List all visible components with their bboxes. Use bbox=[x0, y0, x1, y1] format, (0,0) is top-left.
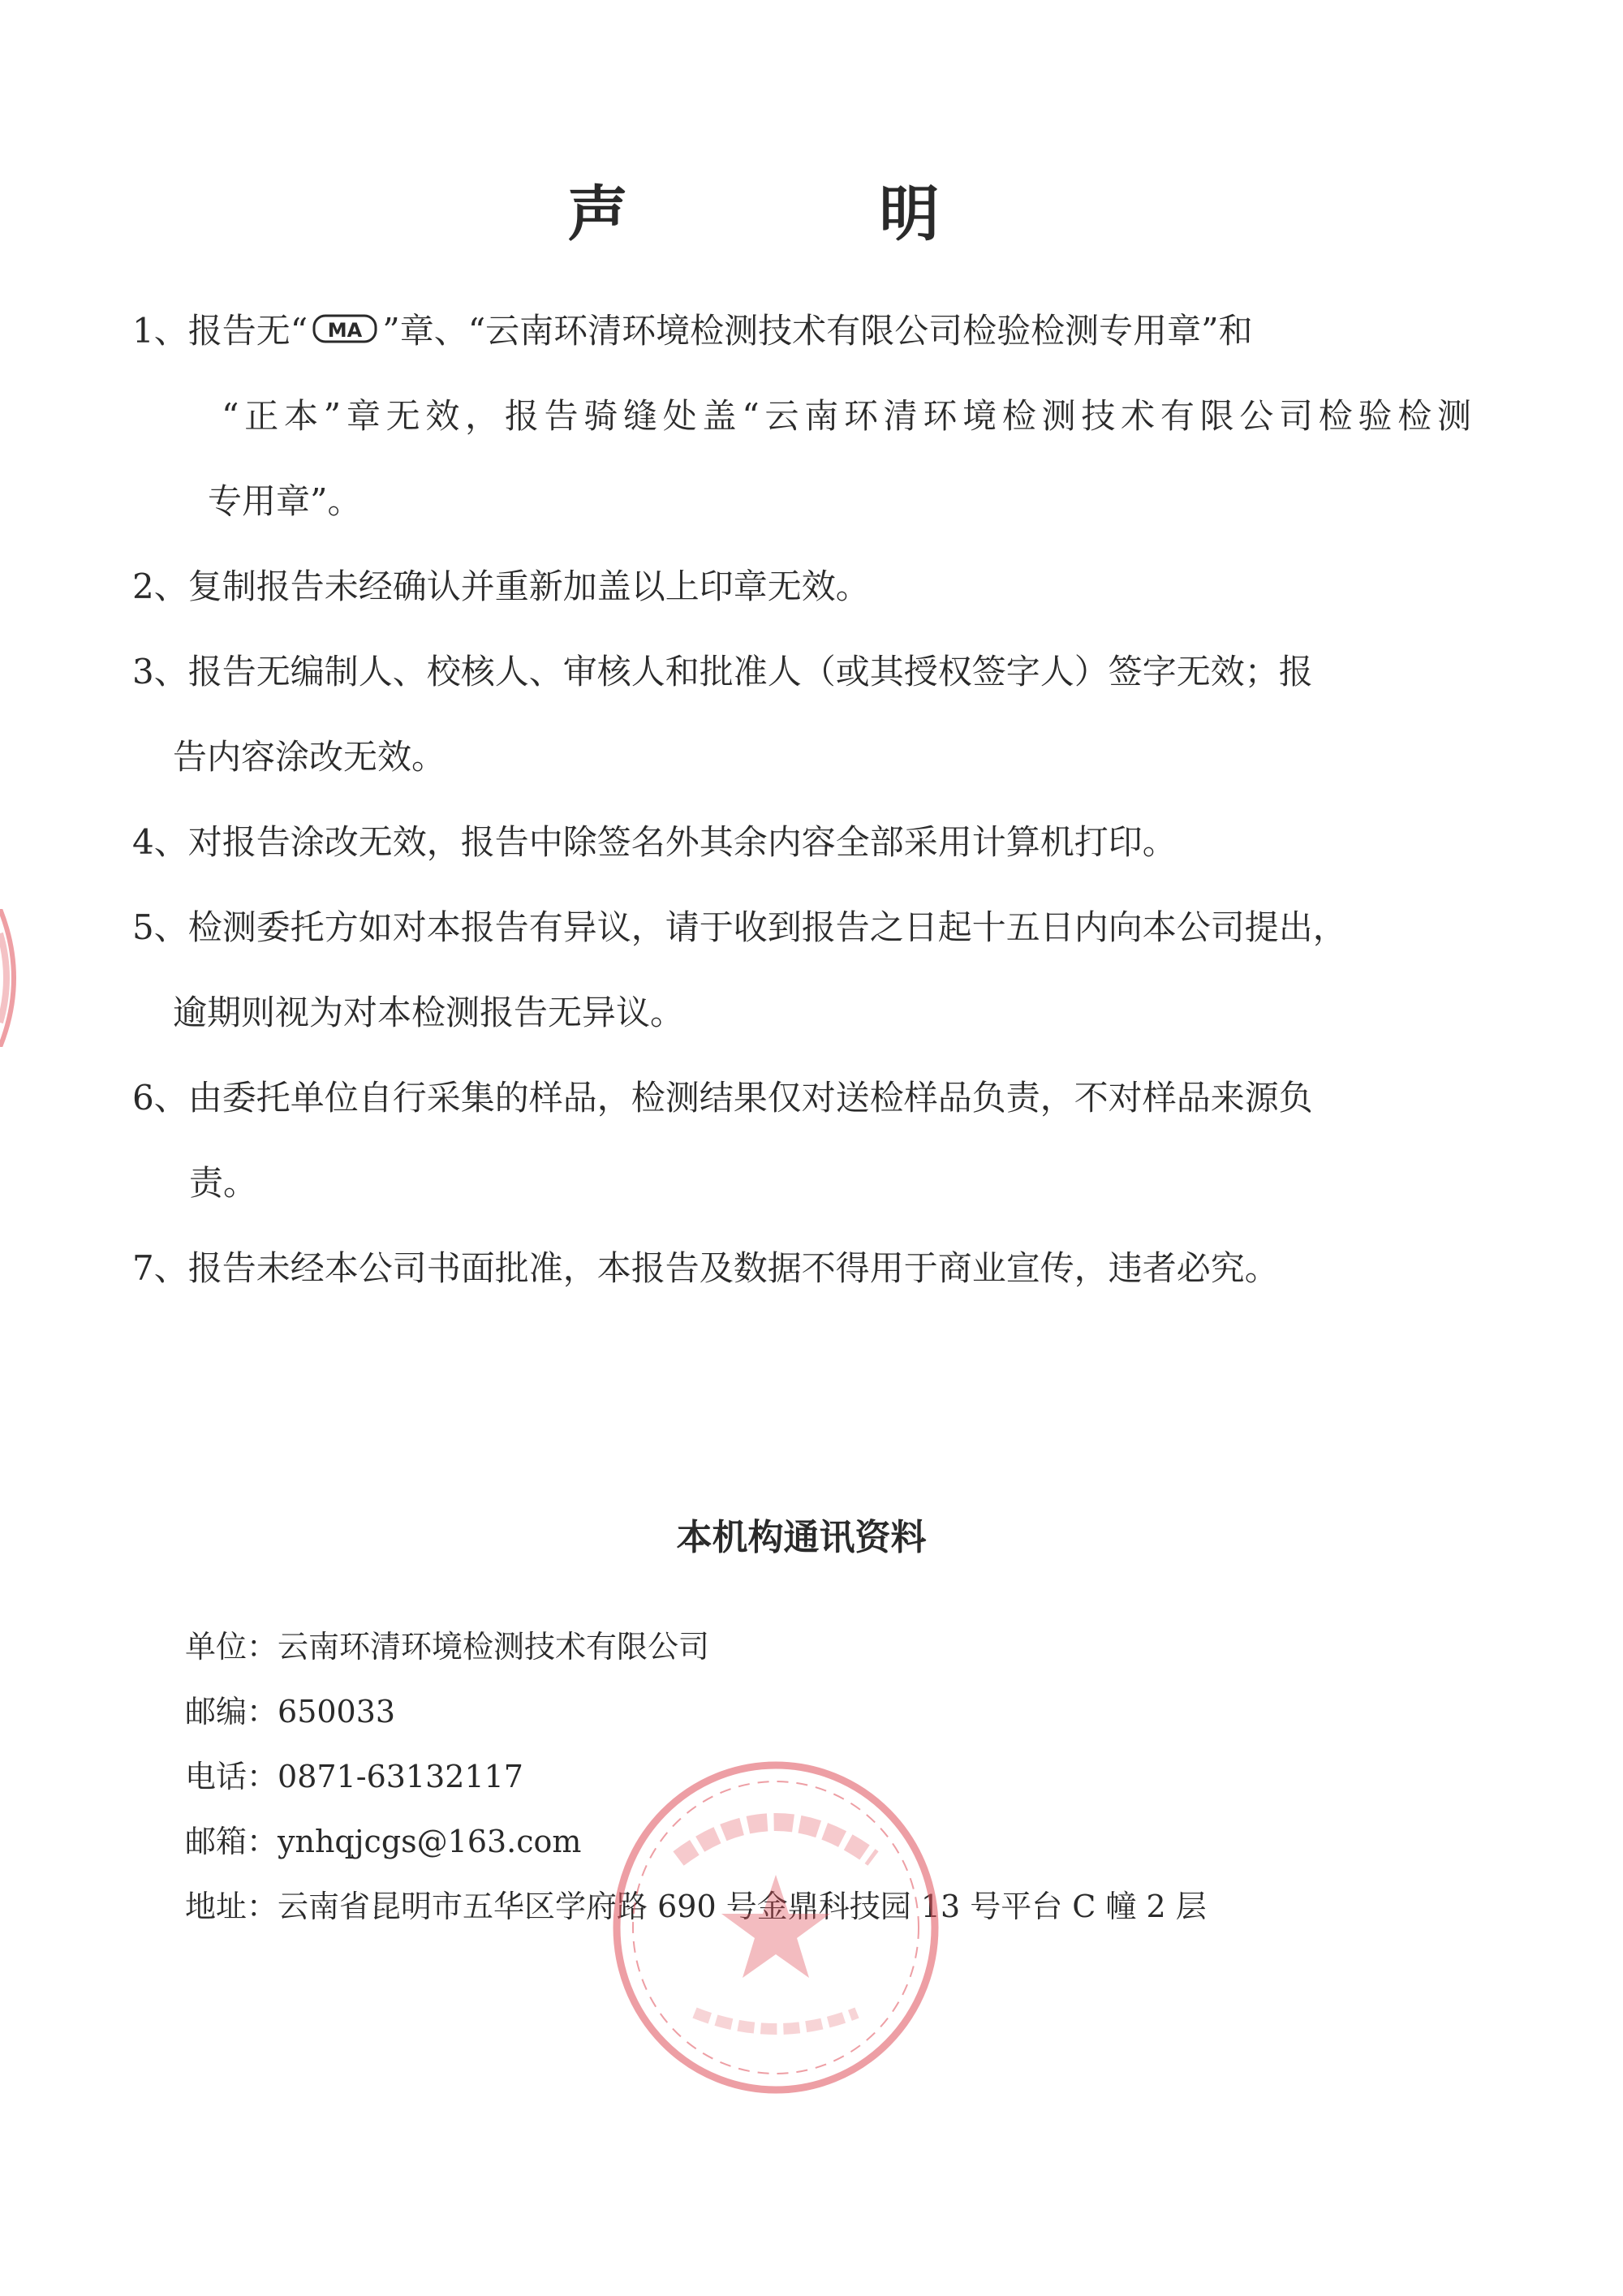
statement-number: 3、 bbox=[132, 652, 188, 691]
contact-row-phone bbox=[185, 1757, 523, 1796]
statement-text: ”章、“云南环清环境检测技术有限公司检验检测专用章”和 bbox=[382, 311, 1253, 351]
statement-item-3 bbox=[132, 648, 1471, 818]
statement-number: 4、 bbox=[132, 822, 188, 862]
statement-text: 逾期则视为对本检测报告无异议。 bbox=[173, 993, 685, 1032]
statement-text: 责。 bbox=[189, 1163, 258, 1203]
statement-number: 6、 bbox=[132, 1078, 188, 1118]
statement-line bbox=[132, 1244, 1471, 1329]
statement-text: 由委托单位自行采集的样品，检测结果仅对送检样品负责，不对样品来源负 bbox=[187, 1078, 1313, 1118]
statement-line bbox=[132, 477, 1471, 562]
contact-row-email bbox=[185, 1822, 581, 1861]
statement-item-4 bbox=[132, 818, 1471, 903]
contact-value: 云南省昆明市五华区学府路 690 号金鼎科技园 13 号平台 C 幢 2 层 bbox=[278, 1889, 1207, 1924]
statement-line bbox=[132, 903, 1471, 989]
statement-item-5 bbox=[132, 903, 1471, 1074]
statement-line bbox=[132, 989, 1471, 1074]
statement-item-7 bbox=[132, 1244, 1471, 1329]
statement-text: 告内容涂改无效。 bbox=[173, 737, 446, 777]
contact-label: 地址： bbox=[185, 1889, 278, 1924]
contact-label: 电话： bbox=[185, 1759, 278, 1794]
paging-seal-icon bbox=[0, 909, 24, 1047]
statement-line bbox=[132, 733, 1471, 818]
statement-text: 复制报告未经确认并重新加盖以上印章无效。 bbox=[187, 566, 870, 606]
statement-text: 报告未经本公司书面批准，本报告及数据不得用于商业宣传，违者必究。 bbox=[187, 1248, 1279, 1288]
statement-text: “正本”章无效，报告骑缝处盖“云南环清环境检测技术有限公司检验检测 bbox=[222, 396, 1471, 436]
statement-line bbox=[132, 648, 1471, 733]
statement-number: 2、 bbox=[132, 566, 188, 606]
statement-number: 7、 bbox=[132, 1248, 188, 1288]
contact-value: ynhqjcgs@163.com bbox=[278, 1824, 582, 1859]
statement-text: 专用章”。 bbox=[208, 481, 362, 521]
statement-text: 对报告涂改无效，报告中除签名外其余内容全部采用计算机打印。 bbox=[187, 822, 1177, 862]
contact-heading: 本机构通讯资料 bbox=[676, 1517, 927, 1558]
statement-line bbox=[132, 818, 1471, 903]
page-title: 声 明 bbox=[567, 179, 1035, 249]
statement-text: 检测委托方如对本报告有异议，请于收到报告之日起十五日内向本公司提出， bbox=[187, 907, 1347, 947]
statement-line bbox=[132, 307, 1471, 392]
statement-line bbox=[132, 392, 1471, 477]
statement-number: 5、 bbox=[132, 907, 188, 947]
contact-row-unit bbox=[185, 1627, 709, 1666]
company-stamp-icon bbox=[605, 1753, 946, 2102]
contact-label: 邮箱： bbox=[185, 1824, 278, 1859]
contact-row-postcode bbox=[185, 1692, 395, 1731]
contact-value: 0871-63132117 bbox=[278, 1759, 523, 1794]
statement-item-6 bbox=[132, 1074, 1471, 1244]
contact-label: 单位： bbox=[185, 1629, 278, 1665]
statement-item-2 bbox=[132, 562, 1471, 648]
cma-mark-icon bbox=[312, 309, 377, 358]
statement-line bbox=[132, 1074, 1471, 1159]
statement-item-1 bbox=[132, 307, 1471, 562]
cma-mark-text: MA bbox=[327, 319, 363, 342]
contact-label: 邮编： bbox=[185, 1694, 278, 1730]
contact-value: 650033 bbox=[278, 1694, 396, 1730]
contact-value: 云南环清环境检测技术有限公司 bbox=[278, 1629, 710, 1665]
statement-line bbox=[132, 562, 1471, 648]
statement-text: 报告无“ bbox=[187, 311, 308, 351]
statement-text: 报告无编制人、校核人、审核人和批准人（或其授权签字人）签字无效；报 bbox=[187, 652, 1313, 691]
statement-line bbox=[132, 1159, 1471, 1244]
statement-number: 1、 bbox=[132, 311, 188, 351]
contact-row-address bbox=[185, 1887, 1207, 1926]
